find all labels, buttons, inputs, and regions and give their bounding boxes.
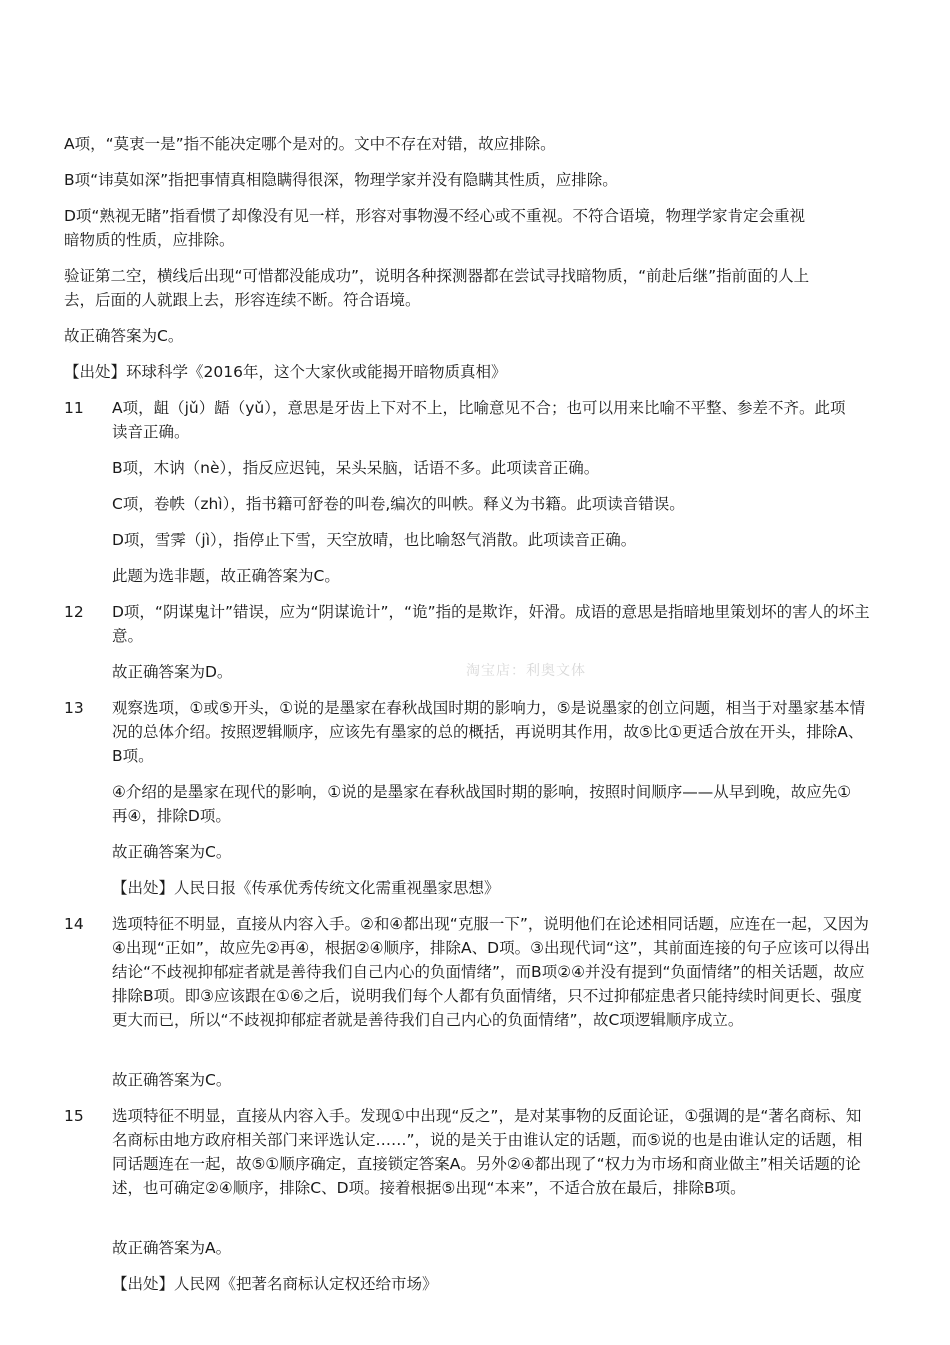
q11-option-d: D项，雪霁（jì），指停止下雪，天空放晴，也比喻怒气消散。此项读音正确。 (112, 531, 637, 549)
question-number-13: 13 (64, 699, 84, 717)
q13-answer: 故正确答案为C。 (112, 843, 232, 861)
paragraph-source: 【出处】环球科学《2016年，这个大家伙或能揭开暗物质真相》 (64, 363, 507, 381)
q15-answer: 故正确答案为A。 (112, 1239, 232, 1257)
question-number-11: 11 (64, 399, 84, 417)
q11-option-a: A项，龃（jǔ）龉（yǔ），意思是牙齿上下对不上，比喻意见不合；也可以用来比喻不平整、参差不齐。此项读音正确。 (112, 399, 846, 441)
q14-answer: 故正确答案为C。 (112, 1071, 232, 1089)
question-number-12: 12 (64, 603, 84, 621)
q12-text: D项，“阴谋鬼计”错误，应为“阴谋诡计”，“诡”指的是欺诈，奸滑。成语的意思是指暗地里策划坏的害人的坏主意。 (112, 603, 870, 645)
q11-option-b: B项，木讷（nè），指反应迟钝，呆头呆脑，话语不多。此项读音正确。 (112, 459, 600, 477)
q11-option-c: C项，卷帙（zhì），指书籍可舒卷的叫卷,编次的叫帙。释义为书籍。此项读音错误。 (112, 495, 685, 513)
paragraph-answer: 故正确答案为C。 (64, 327, 184, 345)
q12-answer: 故正确答案为D。 (112, 663, 233, 681)
q11-answer: 此题为选非题，故正确答案为C。 (112, 567, 340, 585)
q14-text: 选项特征不明显，直接从内容入手。②和④都出现“克服一下”，说明他们在论述相同话题，应连在一起，又因为④出现“正如”，故应先②再④，根据②④顺序，排除A、D项。③出现代词“这”，其前面连接的句子应该可以得出结论“不歧视抑郁症者就是善待我们自己内心的负面情绪”，而B项②④并没有提到“负面情绪”的相关话题，故应排除B项。即③应该跟在①⑥之后，说明我们每个人都有负面情绪，只不过抑郁症患者只能持续时间更长、强度更大而已，所以“不歧视抑郁症者就是善待我们自己内心的负面情绪”，故C项逻辑顺序成立。 (112, 915, 871, 1029)
q15-text: 选项特征不明显，直接从内容入手。发现①中出现“反之”，是对某事物的反面论证，①强调的是“著名商标、知名商标由地方政府相关部门来评选认定……”，说的是关于由谁认定的话题，而⑤说的也是由谁认定的话题，相同话题连在一起，故⑤①顺序确定，直接锁定答案A。另外②④都出现了“权力为市场和商业做主”相关话题的论述，也可确定②④顺序，排除C、D项。接着根据⑤出现“本来”，不适合放在最后，排除B项。 (112, 1107, 863, 1197)
q13-paragraph-1: 观察选项，①或⑤开头，①说的是墨家在春秋战国时期的影响力，⑤是说墨家的创立问题，相当于对墨家基本情况的总体介绍。按照逻辑顺序，应该先有墨家的总的概括，再说明其作用，故⑤比①更适合放在开头，排除A、B项。 (112, 699, 866, 765)
paragraph-a-item: A项，“莫衷一是”指不能决定哪个是对的。文中不存在对错，故应排除。 (64, 135, 556, 153)
q15-source: 【出处】人民网《把著名商标认定权还给市场》 (112, 1275, 438, 1293)
paragraph-d-item: D项“熟视无睹”指看惯了却像没有见一样，形容对事物漫不经心或不重视。不符合语境，物理学家肯定会重视暗物质的性质，应排除。 (64, 207, 805, 249)
q13-source: 【出处】人民日报《传承优秀传统文化需重视墨家思想》 (112, 879, 500, 897)
paragraph-verify: 验证第二空，横线后出现“可惜都没能成功”，说明各种探测器都在尝试寻找暗物质，“前赴后继”指前面的人上去，后面的人就跟上去，形容连续不断。符合语境。 (64, 267, 810, 309)
question-number-15: 15 (64, 1107, 84, 1125)
q13-paragraph-2: ④介绍的是墨家在现代的影响，①说的是墨家在春秋战国时期的影响，按照时间顺序——从早到晚，故应先①再④，排除D项。 (112, 783, 852, 825)
watermark: 淘宝店：利奥文体 (466, 663, 586, 679)
paragraph-b-item: B项“讳莫如深”指把事情真相隐瞒得很深，物理学家并没有隐瞒其性质，应排除。 (64, 171, 618, 189)
question-number-14: 14 (64, 915, 84, 933)
